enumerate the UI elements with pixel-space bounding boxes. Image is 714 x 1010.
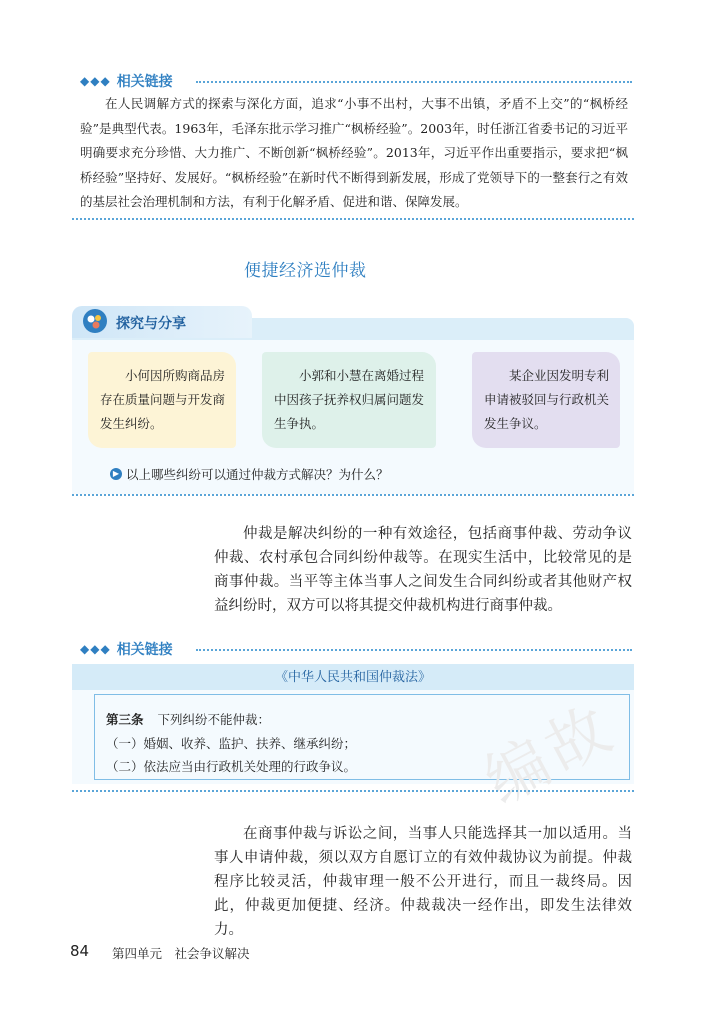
law-article [106,710,270,728]
explore-share-icon [82,308,108,334]
related-link-title: 相关链接 [116,74,173,90]
discussion-question [110,465,389,483]
related-link-title-2: 相关链接 [116,642,173,658]
arbitration-paragraph: 仲裁是解决纠纷的一种有效途径，包括商事仲裁、劳动争议仲裁、农村承包合同纠纷仲裁等。在现实生活中，比较常见的是商事仲裁。当平等主体当事人之间发生合同纠纷或者其他财产权益纠纷时，双方可以将其提交仲裁机构进行商事仲裁。 [214,526,632,614]
explore-title: 探究与分享 [116,316,186,332]
related-link-header [80,70,173,92]
related-link-header-2 [80,638,173,660]
law-item-1: （一）婚姻、收养、监护、扶养、继承纠纷； [106,736,357,751]
section-title: 便捷经济选仲裁 [244,261,367,281]
watermark: 编故 [473,689,628,819]
question-text: 以上哪些纠纷可以通过仲裁方式解决？为什么？ [126,467,389,482]
dotted-divider [72,494,634,496]
case-card-3: 某企业因发明专利申请被驳回与行政机关发生争议。 [472,352,620,448]
dotted-divider [72,790,634,792]
comparison-paragraph: 在商事仲裁与诉讼之间，当事人只能选择其一加以适用。当事人申请仲裁，须以双方自愿订立的有效仲裁协议为前提。仲裁程序比较灵活，仲裁审理一般不公开进行，而且一裁终局。因此，仲裁更加便捷、经济。仲裁裁决一经作出，即发生法律效力。 [214,826,632,938]
dotted-divider [72,218,634,220]
law-title: 《中华人民共和国仲裁法》 [274,670,431,685]
diamond-icon: ◆◆◆ [80,642,111,656]
case-card-1: 小何因所购商品房存在质量问题与开发商发生纠纷。 [88,352,236,448]
dotted-divider [196,649,632,651]
article-label: 第三条 [106,712,144,727]
page-number: 84 [70,942,90,960]
article-text: 下列纠纷不能仲裁： [157,712,271,727]
diamond-icon: ◆◆◆ [80,74,111,88]
dotted-divider [196,81,632,83]
case-card-2: 小郭和小慧在离婚过程中因孩子抚养权归属问题发生争执。 [262,352,436,448]
fengqiao-paragraph: 在人民调解方式的探索与深化方面，追求“小事不出村，大事不出镇，矛盾不上交”的“枫桥经验”是典型代表。1963年，毛泽东批示学习推广“枫桥经验”。2003年，时任浙江省委书记的习近平明确要求充分珍惜、大力推广、不断创新“枫桥经验”。2013年，习近平作出重要指示，要求把“枫桥经验”坚持好、发展好。“枫桥经验”在新时代不断得到新发展，形成了党领导下的一整套行之有效的基层社会治理机制和方法，有利于化解矛盾、促进和谐、保障发展。 [80,96,628,209]
arrow-bullet-icon: ▶ [110,468,122,480]
law-item-2: （二）依法应当由行政机关处理的行政争议。 [106,759,357,774]
footer-unit: 第四单元 社会争议解决 [112,946,250,961]
